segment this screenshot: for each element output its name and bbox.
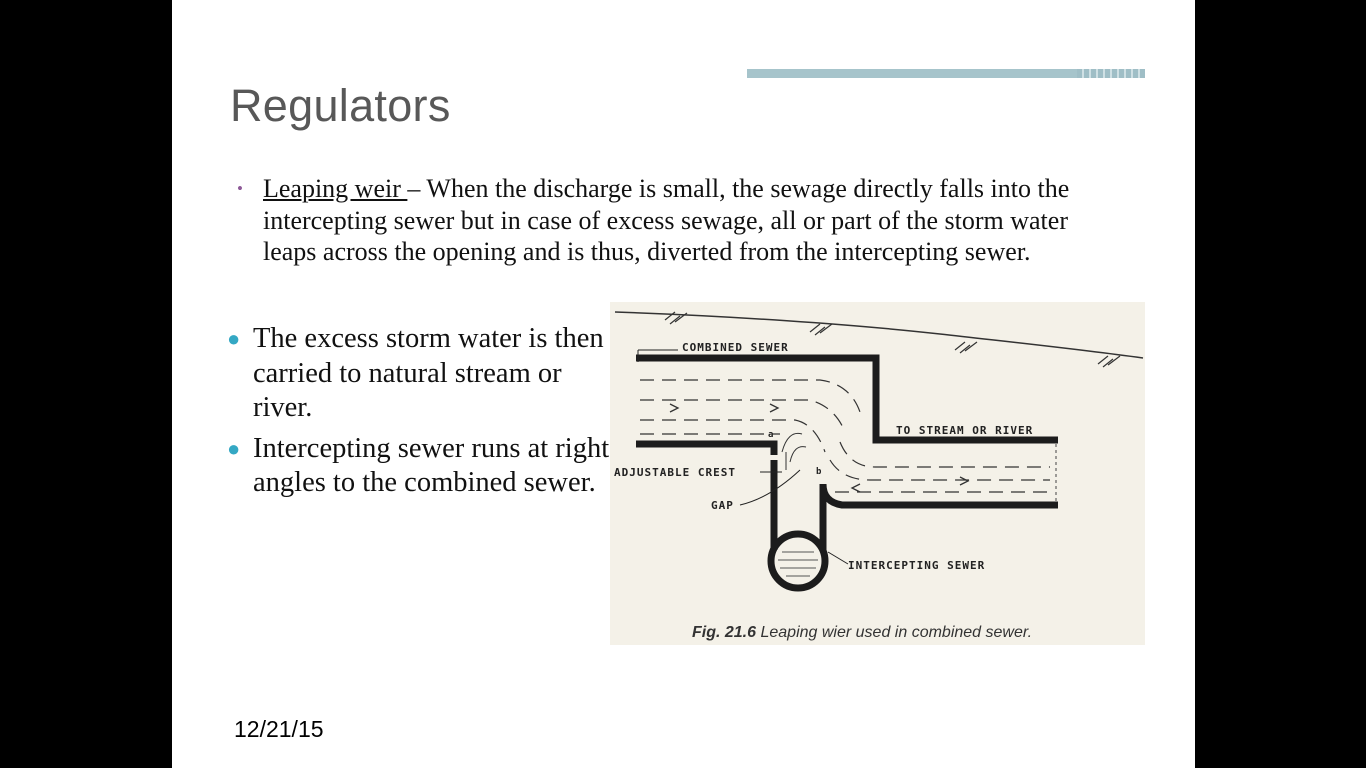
outlet-bottom-wall <box>823 484 1058 505</box>
label-intercepting-sewer: INTERCEPTING SEWER <box>848 559 986 572</box>
title-accent-bar-tail <box>1077 69 1145 78</box>
bullet-dot-icon: ● <box>227 326 241 351</box>
slide <box>172 0 1195 768</box>
leaping-weir-diagram <box>610 302 1145 645</box>
label-to-stream: TO STREAM OR RIVER <box>896 424 1034 437</box>
title-accent-bar <box>747 69 1145 78</box>
combined-sewer-bottom-wall <box>636 444 774 455</box>
slide-title: Regulators <box>230 80 451 131</box>
bullet-list <box>225 322 625 507</box>
leaping-weir-definition: – When the discharge is small, the sewage directly falls into the intercepting sewer but in case of excess sewage, all or part of the storm water leaps across the opening and is thus, diverted from the intercepting sewer. <box>263 174 1070 266</box>
label-adjustable-crest: ADJUSTABLE CREST <box>614 466 736 479</box>
list-item <box>225 322 625 426</box>
leaping-weir-figure <box>610 302 1145 645</box>
leaping-weir-paragraph <box>237 173 1113 268</box>
list-item <box>225 432 625 501</box>
list-item-text: Intercepting sewer runs at right angles to the combined sewer. <box>253 432 610 498</box>
label-gap: GAP <box>711 499 734 512</box>
intercepting-sewer-pipe <box>771 534 825 588</box>
title-accent-bar-main <box>747 69 1077 78</box>
leaping-weir-term: Leaping weir <box>263 174 408 203</box>
figure-number: Fig. 21.6 <box>692 624 757 641</box>
slide-date: 12/21/15 <box>234 716 324 742</box>
label-a: a <box>768 430 775 440</box>
figure-caption-text: Leaping wier used in combined sewer. <box>756 624 1033 641</box>
label-b: b <box>816 467 823 477</box>
list-item-text: The excess storm water is then carried to natural stream or river. <box>253 323 604 423</box>
figure-caption <box>692 624 1032 642</box>
intercepting-water <box>778 552 818 576</box>
bullet-dot-icon: • <box>237 179 243 198</box>
bullet-dot-icon: ● <box>227 435 241 461</box>
label-combined-sewer: COMBINED SEWER <box>682 341 789 354</box>
